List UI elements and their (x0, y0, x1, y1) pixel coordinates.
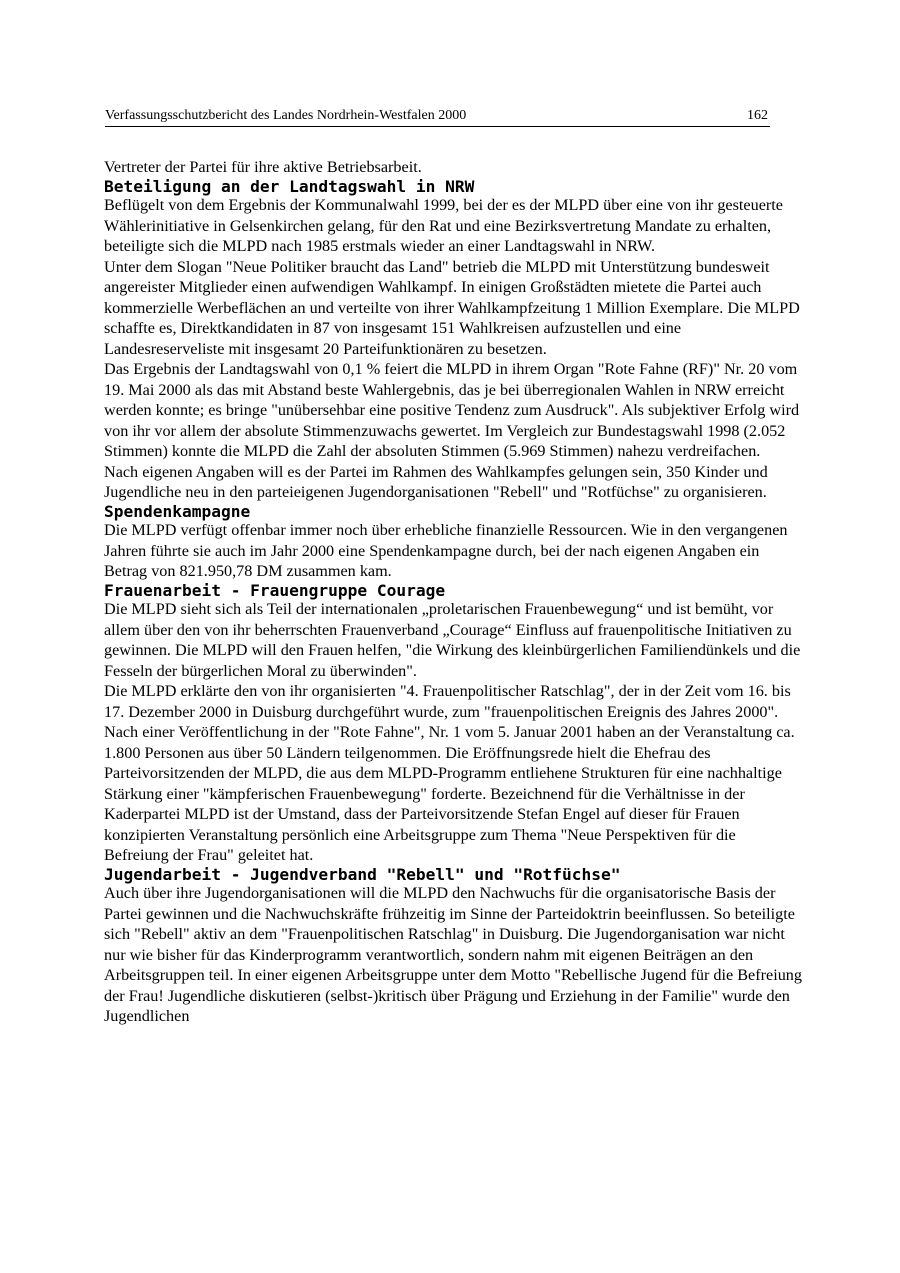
section-heading: Jugendarbeit - Jugendverband "Rebell" und "Rotfüchse" (104, 864, 621, 884)
paragraph: Beflügelt von dem Ergebnis der Kommunalwahl 1999, bei der es der MLPD über eine von ihr gesteuerte Wählerinitiative in Gelsenkirchen gelang, für den Rat und eine Bezirksvertretung Mandate zu erhalten, beteiligte sich die MLPD nach 1985 erstmals wieder an einer Landtagswahl in NRW. (104, 196, 783, 255)
paragraph: Das Ergebnis der Landtagswahl von 0,1 % feiert die MLPD in ihrem Organ "Rote Fahne (RF)" Nr. 20 vom 19. Mai 2000 als das mit Abstand beste Wahlergebnis, das je bei überregionalen Wahlen in NRW erreicht werden konnte; es bringe "unübersehbar eine positive Tendenz zum Ausdruck". Als subjektiver Erfolg wird von ihr vor allem der absolute Stimmenzuwachs gewertet. Im Vergleich zur Bundestagswahl 1998 (2.052 Stimmen) konnte die MLPD die Zahl der absoluten Stimmen (5.969 Stimmen) nahezu verdreifachen. (104, 360, 800, 460)
page-header (105, 107, 770, 127)
document-body (104, 157, 804, 1027)
paragraph: Nach eigenen Angaben will es der Partei im Rahmen des Wahlkampfes gelungen sein, 350 Kinder und Jugendliche neu in den parteieigenen Jugendorganisationen "Rebell" und "Rotfüchse" zu organisieren. (104, 462, 768, 501)
paragraph: Die MLPD sieht sich als Teil der internationalen „proletarischen Frauenbewegung“ und ist bemüht, vor allem über den von ihr beherrschten Frauenverband „Courage“ Einfluss auf frauenpolitische Initiativen zu gewinnen. Die MLPD will den Frauen helfen, "die Wirkung des kleinbürgerlichen Familiendünkels und die Fesseln der bürgerlichen Moral zu überwinden". (104, 600, 801, 680)
section-heading: Beteiligung an der Landtagswahl in NRW (104, 176, 475, 196)
page-number: 162 (747, 108, 768, 123)
section-heading: Frauenarbeit - Frauengruppe Courage (104, 580, 446, 600)
paragraph: Vertreter der Partei für ihre aktive Betriebsarbeit. (104, 158, 422, 176)
paragraph: Unter dem Slogan "Neue Politiker braucht das Land" betrieb die MLPD mit Unterstützung bundesweit angereister Mitglieder einen aufwendigen Wahlkampf. In einigen Großstädten mietete die Partei auch kommerzielle Werbeflächen an und verteilte von ihrer Wahlkampfzeitung 1 Million Exemplare. Die MLPD schaffte es, Direktkandidaten in 87 von insgesamt 151 Wahlkreisen aufzustellen und eine Landesreserveliste mit insgesamt 20 Parteifunktionären zu besetzen. (104, 257, 800, 358)
paragraph: Auch über ihre Jugendorganisationen will die MLPD den Nachwuchs für die organisatorische Basis der Partei gewinnen und die Nachwuchskräfte frühzeitig im Sinne der Parteidoktrin beeinflussen. So beteiligte sich "Rebell" aktiv an dem "Frauenpolitischen Ratschlag" in Duisburg. Die Jugendorganisation war nicht nur wie bisher für das Kinderprogramm verantwortlich, sondern nahm mit eigenen Beiträgen an den Arbeitsgruppen teil. In einer eigenen Arbeitsgruppe unter dem Motto "Rebellische Jugend für die Befreiung der Frau! Jugendliche diskutieren (selbst-)kritisch über Prägung und Erziehung in der Familie" wurde den Jugendlichen (104, 884, 802, 1025)
section-heading: Spendenkampagne (104, 501, 251, 521)
paragraph: Die MLPD verfügt offenbar immer noch über erhebliche finanzielle Ressourcen. Wie in den vergangenen Jahren führte sie auch im Jahr 2000 eine Spendenkampagne durch, bei der nach eigenen Angaben ein Betrag von 821.950,78 DM zusammen kam. (104, 521, 788, 580)
paragraph: Die MLPD erklärte den von ihr organisierten "4. Frauenpolitischer Ratschlag", der in der Zeit vom 16. bis 17. Dezember 2000 in Duisburg durchgeführt wurde, zum "frauenpolitischen Ereignis des Jahres 2000". Nach einer Veröffentlichung in der "Rote Fahne", Nr. 1 vom 5. Januar 2001 haben an der Veranstaltung ca. 1.800 Personen aus über 50 Ländern teilgenommen. Die Eröffnungsrede hielt die Ehefrau des Parteivorsitzenden der MLPD, die aus dem MLPD-Programm entliehene Strukturen für eine nachhaltige Stärkung einer "kämpferischen Frauenbewegung" forderte. Bezeichnend für die Verhältnisse in der Kaderpartei MLPD ist der Umstand, dass der Parteivorsitzende Stefan Engel auf dieser für Frauen konzipierten Veranstaltung persönlich eine Arbeitsgruppe zum Thema "Neue Perspektiven für die Befreiung der Frau" geleitet hat. (104, 682, 795, 864)
report-title: Verfassungsschutzbericht des Landes Nordrhein-Westfalen 2000 (105, 108, 467, 123)
